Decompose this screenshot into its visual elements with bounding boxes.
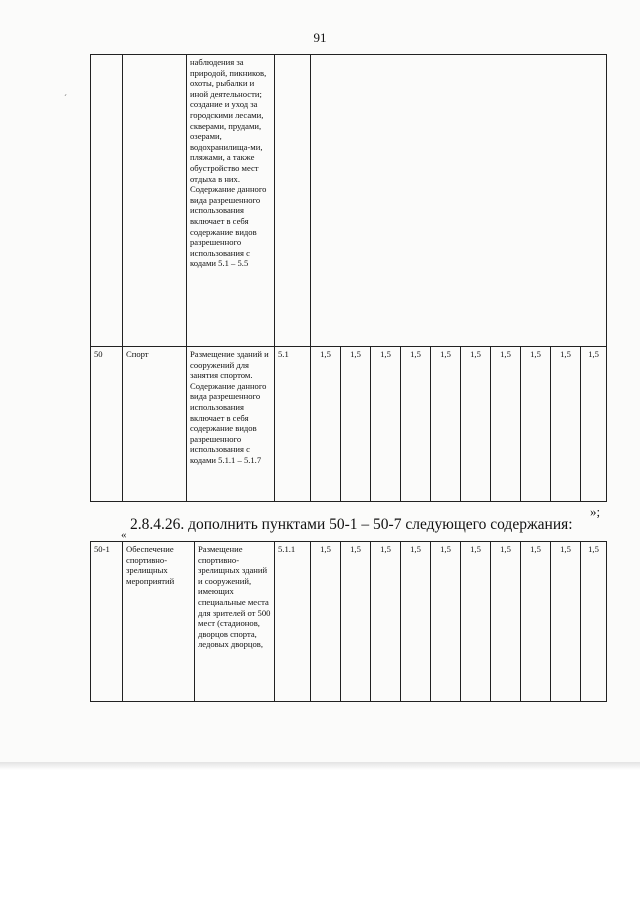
use-name	[123, 55, 187, 347]
value-cell: 1,5	[581, 347, 607, 502]
regulation-table-continued	[90, 54, 607, 502]
page-number: 91	[313, 30, 327, 45]
use-description: Размещение зданий и сооружений для занятия спортом. Содержание данного вида разрешенного использования включает в себя содержание видов разрешенного использования с кодами 5.1.1 – 5.1.7	[187, 347, 275, 502]
use-name: Обеспечение спортивно-зрелищных мероприятий	[123, 542, 195, 702]
row-number: 50	[91, 347, 123, 502]
scan-artifact-mark: ˊ	[64, 93, 67, 103]
use-code: 5.1.1	[275, 542, 311, 702]
value-cell: 1,5	[551, 347, 581, 502]
table-row-50-1	[91, 542, 607, 702]
use-description: наблюдения за природой, пикников, охоты, рыбалки и иной деятельности; создание и уход за городскими лесами, скверами, прудами, озерами, водохранилища-ми, пляжами, а также обустройство мест отдыха в них. Содержание данного вида разрешенного использования включает в себя содержание видов разрешенного использования с кодами 5.1 – 5.5	[187, 55, 275, 347]
row-number	[91, 55, 123, 347]
empty-values-cell	[311, 55, 607, 347]
use-description: Размещение спортивно-зрелищных зданий и сооружений, имеющих специальные места для зрителей от 500 мест (стадионов, дворцов спорта, ледовых дворцов,	[195, 542, 275, 702]
value-cell: 1,5	[491, 542, 521, 702]
value-cell: 1,5	[551, 542, 581, 702]
value-cell: 1,5	[371, 347, 401, 502]
closing-quote: »;	[590, 504, 601, 519]
value-cell: 1,5	[401, 347, 431, 502]
use-code	[275, 55, 311, 347]
use-code: 5.1	[275, 347, 311, 502]
value-cell: 1,5	[341, 542, 371, 702]
value-cell: 1,5	[431, 347, 461, 502]
value-cell: 1,5	[401, 542, 431, 702]
value-cell: 1,5	[311, 347, 341, 502]
value-cell: 1,5	[521, 347, 551, 502]
value-cell: 1,5	[341, 347, 371, 502]
amendment-heading: 2.8.4.26. дополнить пунктами 50-1 – 50-7 следующего содержания:	[130, 516, 573, 533]
row-number: 50-1	[91, 542, 123, 702]
table-row	[91, 55, 607, 347]
regulation-table-new-items	[90, 541, 607, 702]
value-cell: 1,5	[371, 542, 401, 702]
value-cell: 1,5	[431, 542, 461, 702]
value-cell: 1,5	[461, 347, 491, 502]
value-cell: 1,5	[311, 542, 341, 702]
value-cell: 1,5	[461, 542, 491, 702]
opening-quote: «	[121, 529, 127, 541]
value-cell: 1,5	[491, 347, 521, 502]
scan-edge-shadow	[0, 762, 640, 770]
value-cell: 1,5	[581, 542, 607, 702]
use-name: Спорт	[123, 347, 187, 502]
table-row-50	[91, 347, 607, 502]
value-cell: 1,5	[521, 542, 551, 702]
